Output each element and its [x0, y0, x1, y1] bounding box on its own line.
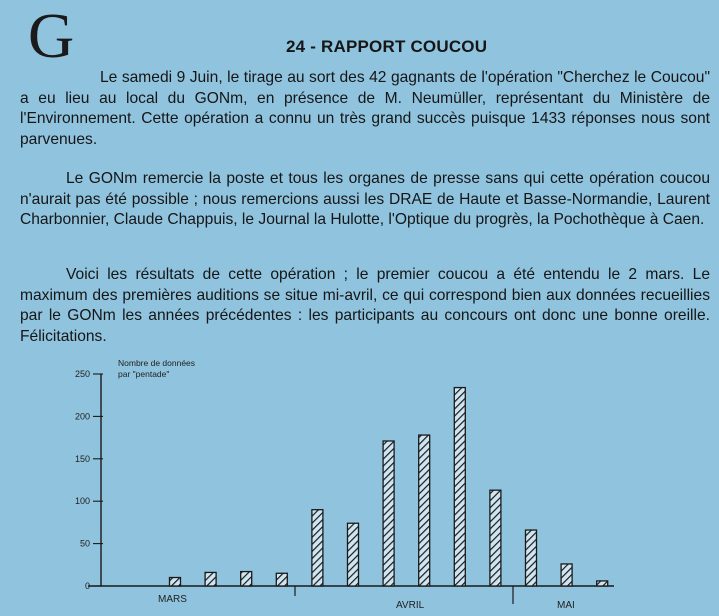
drop-cap: G — [28, 0, 75, 71]
bar-pentade-4 — [276, 573, 287, 586]
bar-pentade-2 — [205, 572, 216, 586]
bar-pentade-11 — [526, 530, 537, 586]
y-tick-label: 0 — [84, 581, 90, 591]
bar-pentade-1 — [170, 578, 181, 586]
bar-pentade-8 — [419, 435, 430, 586]
y-axis-label-line1: Nombre de données — [118, 358, 196, 368]
paragraph-intro: Le samedi 9 Juin, le tirage au sort des 42 gagnants de l'opération "Cherchez le Coucou" a eu lieu au local du GONm, en présence de M. Neumüller, représentant du Ministère de l'Environnement. Cette opération a connu un très grand succès puisque 1433 réponses nous sont parvenues. — [20, 69, 710, 148]
y-tick-label: 150 — [74, 453, 90, 464]
month-label-avril: AVRIL — [396, 600, 425, 611]
paragraph-results: Voici les résultats de cette opération ; le premier coucou a été entendu le 2 mars. Le maximum des premières auditions se situe mi-avril, ce qui correspond bien aux données recueillies par le GONm les années précédentes : les participants au concours ont donc une bonne oreille. Félicitations. — [20, 266, 710, 345]
bar-pentade-3 — [241, 572, 252, 586]
bar-pentade-13 — [597, 581, 608, 586]
bar-pentade-6 — [348, 523, 359, 586]
bar-pentade-9 — [454, 388, 465, 586]
bar-pentade-5 — [312, 510, 323, 586]
y-tick-label: 200 — [74, 411, 90, 422]
y-axis-label-line2: par "pentade" — [118, 369, 170, 379]
y-tick-label: 100 — [74, 496, 90, 507]
y-tick-label: 50 — [79, 538, 90, 549]
article-title: 24 - RAPPORT COUCOU — [286, 37, 488, 56]
bar-pentade-12 — [561, 564, 572, 586]
y-tick-label: 250 — [74, 369, 90, 379]
paragraph-thanks: Le GONm remercie la poste et tous les organes de presse sans qui cette opération coucou n'aurait pas été possible ; nous remercions aussi les DRAE de Haute et Basse-Normandie, Laurent Charbonnier, Claude Chappuis, le Journal la Hulotte, l'Optique du progrès, la Pochothèque à Caen. — [20, 170, 710, 228]
month-label-mars: MARS — [158, 594, 187, 605]
month-label-mai: MAI — [557, 600, 575, 611]
bar-pentade-10 — [490, 490, 501, 586]
bar-pentade-7 — [383, 441, 394, 586]
